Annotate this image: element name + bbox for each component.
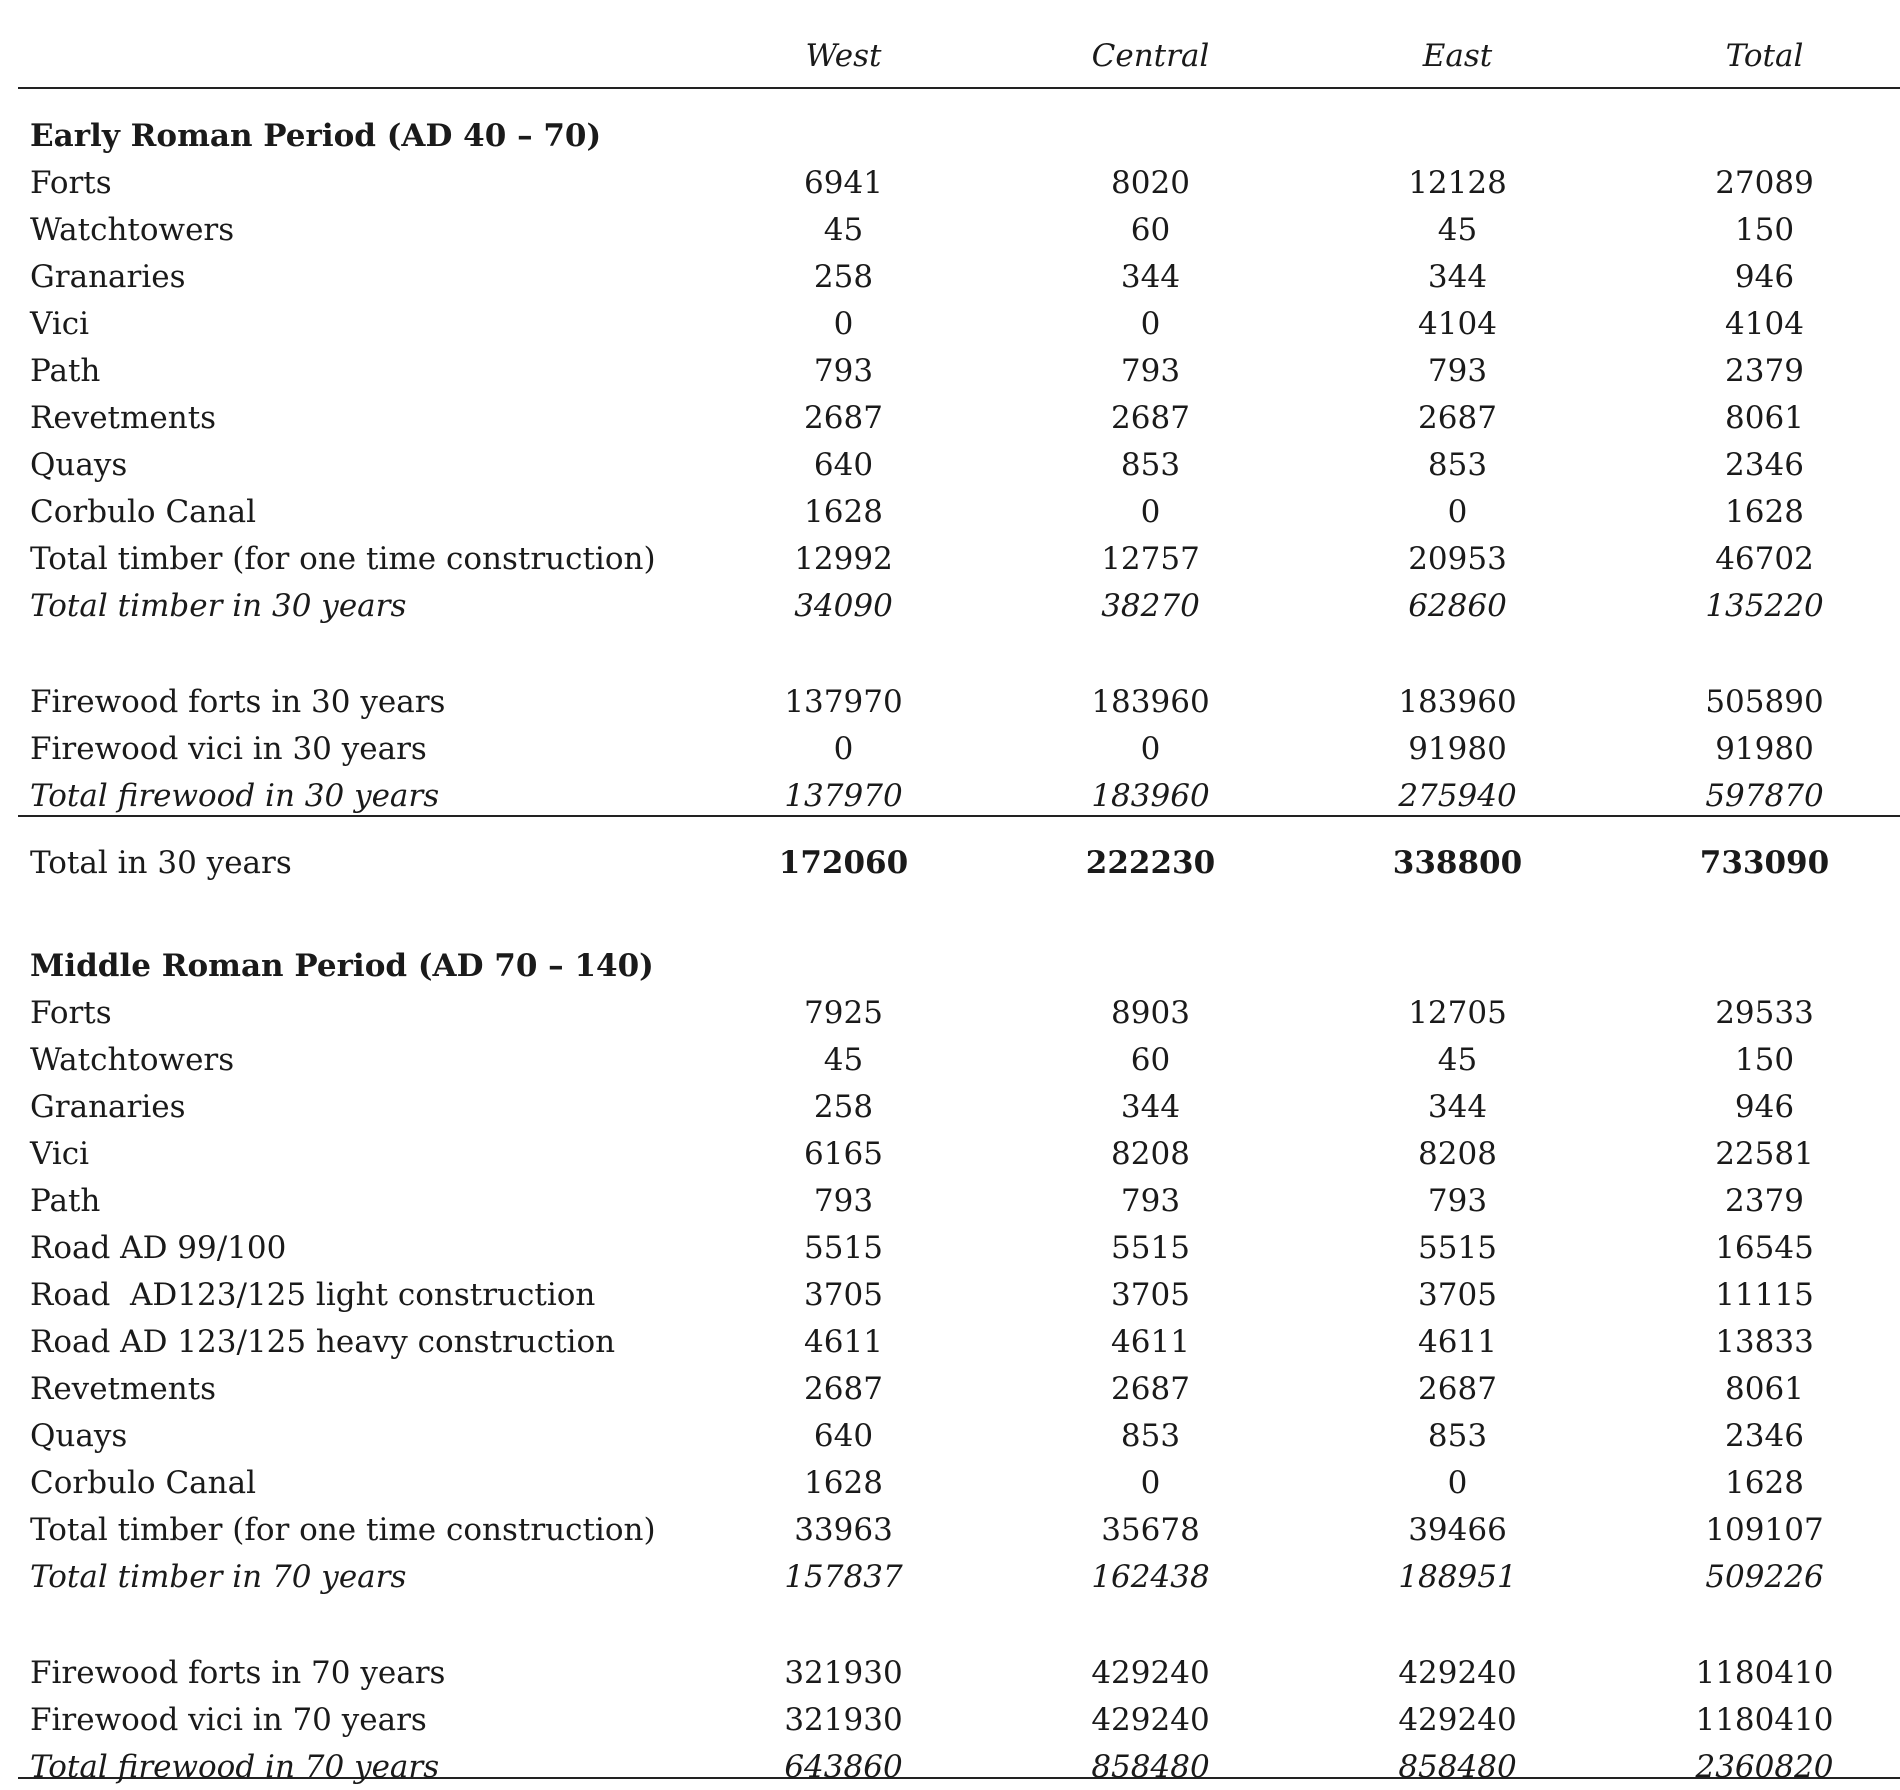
- cell-west: 12992: [794, 540, 893, 577]
- cell-west: 0: [833, 305, 854, 342]
- spacer-row: [18, 629, 1900, 678]
- cell-east: 4104: [1418, 305, 1497, 342]
- cell-west: 321930: [784, 1654, 903, 1691]
- table-row: [18, 394, 1900, 441]
- row-label: Corbulo Canal: [30, 493, 257, 530]
- row-label: Total in 30 years: [30, 845, 292, 881]
- table-row: [18, 989, 1900, 1036]
- cell-east: 344: [1427, 1088, 1488, 1125]
- cell-east: 793: [1427, 352, 1488, 389]
- cell-east: 0: [1447, 493, 1468, 530]
- cell-west: 643860: [784, 1748, 903, 1785]
- cell-central: 38270: [1101, 587, 1200, 624]
- table-row: [18, 488, 1900, 535]
- cell-west: 137970: [784, 777, 903, 814]
- column-header-west: West: [805, 38, 882, 74]
- row-label: Total timber in 30 years: [30, 587, 407, 624]
- cell-central: 0: [1140, 1464, 1161, 1501]
- table-row: [18, 159, 1900, 206]
- table-row: [18, 1506, 1900, 1553]
- cell-total: 2346: [1725, 1417, 1804, 1454]
- spacer-row: [18, 819, 1900, 833]
- row-label: Firewood vici in 70 years: [30, 1701, 427, 1738]
- cell-total: 733090: [1699, 845, 1830, 881]
- cell-west: 33963: [794, 1511, 893, 1548]
- cell-total: 509226: [1705, 1558, 1824, 1595]
- cell-west: 793: [813, 1182, 874, 1219]
- row-label: Road AD 123/125 heavy construction: [30, 1323, 616, 1360]
- cell-west: 137970: [784, 683, 903, 720]
- cell-west: 258: [813, 1088, 874, 1125]
- section-heading-early: [18, 112, 1900, 159]
- cell-east: 91980: [1408, 730, 1507, 767]
- row-label: Firewood forts in 30 years: [30, 683, 446, 720]
- cell-central: 8903: [1111, 994, 1190, 1031]
- table-row: [18, 535, 1900, 582]
- column-header-central: Central: [1091, 38, 1210, 74]
- table-row: [18, 1036, 1900, 1083]
- cell-west: 4611: [804, 1323, 883, 1360]
- cell-total: 46702: [1715, 540, 1814, 577]
- table-row: [18, 1271, 1900, 1318]
- table-row: [18, 1318, 1900, 1365]
- cell-total: 1628: [1725, 493, 1804, 530]
- cell-east: 853: [1427, 1417, 1488, 1454]
- cell-west: 0: [833, 730, 854, 767]
- cell-east: 188951: [1398, 1558, 1517, 1595]
- cell-total: 2379: [1725, 352, 1804, 389]
- table-row: [18, 347, 1900, 394]
- cell-west: 2687: [804, 1370, 883, 1407]
- cell-east: 45: [1437, 1041, 1478, 1078]
- cell-west: 157837: [784, 1558, 903, 1595]
- cell-west: 1628: [804, 1464, 883, 1501]
- cell-total: 91980: [1715, 730, 1814, 767]
- row-label: Total timber (for one time construction): [30, 1511, 656, 1548]
- cell-total: 22581: [1715, 1135, 1814, 1172]
- cell-total: 1180410: [1695, 1701, 1834, 1738]
- cell-total: 11115: [1715, 1276, 1814, 1313]
- table-row: [18, 253, 1900, 300]
- cell-central: 853: [1120, 446, 1181, 483]
- row-label: Total firewood in 30 years: [30, 777, 440, 814]
- cell-total: 8061: [1725, 1370, 1804, 1407]
- cell-east: 858480: [1398, 1748, 1517, 1785]
- cell-central: 183960: [1091, 683, 1210, 720]
- cell-total: 4104: [1725, 305, 1804, 342]
- cell-central: 60: [1130, 211, 1171, 248]
- cell-east: 793: [1427, 1182, 1488, 1219]
- table-row: [18, 678, 1900, 725]
- cell-total: 27089: [1715, 164, 1814, 201]
- section-title: Early Roman Period (AD 40 – 70): [30, 117, 602, 154]
- cell-east: 8208: [1418, 1135, 1497, 1172]
- cell-central: 8020: [1111, 164, 1190, 201]
- table-row: [18, 772, 1900, 819]
- row-label: Path: [30, 1182, 101, 1219]
- column-header-east: East: [1422, 38, 1493, 74]
- cell-east: 5515: [1418, 1229, 1497, 1266]
- cell-central: 12757: [1101, 540, 1200, 577]
- cell-west: 1628: [804, 493, 883, 530]
- cell-west: 321930: [784, 1701, 903, 1738]
- table-row: [18, 1083, 1900, 1130]
- cell-central: 5515: [1111, 1229, 1190, 1266]
- row-label: Road AD 99/100: [30, 1229, 287, 1266]
- row-label: Revetments: [30, 1370, 217, 1407]
- row-label: Granaries: [30, 1088, 186, 1125]
- cell-total: 2379: [1725, 1182, 1804, 1219]
- cell-central: 60: [1130, 1041, 1171, 1078]
- cell-east: 20953: [1408, 540, 1507, 577]
- cell-total: 16545: [1715, 1229, 1814, 1266]
- table-row: [18, 1177, 1900, 1224]
- cell-central: 4611: [1111, 1323, 1190, 1360]
- cell-east: 3705: [1418, 1276, 1497, 1313]
- header-row: [18, 0, 1900, 112]
- row-label: Watchtowers: [30, 211, 235, 248]
- row-label: Revetments: [30, 399, 217, 436]
- row-label: Total firewood in 70 years: [30, 1748, 440, 1785]
- cell-east: 2687: [1418, 1370, 1497, 1407]
- cell-west: 640: [813, 1417, 874, 1454]
- row-label: Quays: [30, 1417, 128, 1454]
- cell-central: 853: [1120, 1417, 1181, 1454]
- cell-total: 1628: [1725, 1464, 1804, 1501]
- cell-east: 853: [1427, 446, 1488, 483]
- cell-central: 2687: [1111, 399, 1190, 436]
- table-row: [18, 1553, 1900, 1600]
- cell-total: 946: [1734, 258, 1795, 295]
- cell-west: 45: [823, 1041, 864, 1078]
- cell-west: 3705: [804, 1276, 883, 1313]
- table-row: [18, 1696, 1900, 1743]
- cell-central: 793: [1120, 1182, 1181, 1219]
- row-label: Vici: [30, 305, 90, 342]
- cell-total: 109107: [1705, 1511, 1824, 1548]
- cell-central: 2687: [1111, 1370, 1190, 1407]
- table-row: [18, 582, 1900, 629]
- cell-east: 2687: [1418, 399, 1497, 436]
- cell-total: 597870: [1705, 777, 1824, 814]
- cell-total: 135220: [1705, 587, 1824, 624]
- row-label: Forts: [30, 994, 112, 1031]
- cell-west: 45: [823, 211, 864, 248]
- row-label: Total timber (for one time construction): [30, 540, 656, 577]
- cell-central: 0: [1140, 305, 1161, 342]
- cell-central: 183960: [1091, 777, 1210, 814]
- table-row: [18, 1412, 1900, 1459]
- cell-east: 12705: [1408, 994, 1507, 1031]
- row-label: Granaries: [30, 258, 186, 295]
- cell-total: 150: [1734, 1041, 1795, 1078]
- cell-west: 6165: [804, 1135, 883, 1172]
- table-row: [18, 1649, 1900, 1696]
- cell-total: 1180410: [1695, 1654, 1834, 1691]
- table-row: [18, 441, 1900, 488]
- spacer-row: [18, 893, 1900, 942]
- cell-central: 429240: [1091, 1701, 1210, 1738]
- cell-central: 344: [1120, 1088, 1181, 1125]
- table-row: [18, 1459, 1900, 1506]
- cell-west: 34090: [794, 587, 893, 624]
- row-label: Path: [30, 352, 101, 389]
- cell-east: 275940: [1398, 777, 1517, 814]
- cell-central: 0: [1140, 730, 1161, 767]
- cell-central: 35678: [1101, 1511, 1200, 1548]
- row-label: Vici: [30, 1135, 90, 1172]
- cell-east: 183960: [1398, 683, 1517, 720]
- cell-east: 429240: [1398, 1654, 1517, 1691]
- row-label: Corbulo Canal: [30, 1464, 257, 1501]
- cell-east: 39466: [1408, 1511, 1507, 1548]
- row-label: Firewood vici in 30 years: [30, 730, 427, 767]
- cell-total: 29533: [1715, 994, 1814, 1031]
- cell-east: 0: [1447, 1464, 1468, 1501]
- cell-central: 429240: [1091, 1654, 1210, 1691]
- cell-total: 2360820: [1695, 1748, 1834, 1785]
- cell-total: 2346: [1725, 446, 1804, 483]
- section-heading-middle: [18, 942, 1900, 989]
- cell-east: 62860: [1408, 587, 1507, 624]
- table-row: [18, 1224, 1900, 1271]
- cell-total: 150: [1734, 211, 1795, 248]
- cell-west: 2687: [804, 399, 883, 436]
- spacer-row: [18, 1600, 1900, 1649]
- table-row: [18, 206, 1900, 253]
- cell-total: 946: [1734, 1088, 1795, 1125]
- cell-east: 12128: [1408, 164, 1507, 201]
- table-row: [18, 300, 1900, 347]
- row-label: Forts: [30, 164, 112, 201]
- cell-total: 8061: [1725, 399, 1804, 436]
- header-blank: [18, 0, 690, 112]
- cell-total: 505890: [1705, 683, 1824, 720]
- cell-west: 7925: [804, 994, 883, 1031]
- cell-west: 5515: [804, 1229, 883, 1266]
- cell-central: 222230: [1085, 845, 1216, 881]
- cell-central: 0: [1140, 493, 1161, 530]
- cell-west: 640: [813, 446, 874, 483]
- column-header-total: Total: [1725, 38, 1804, 74]
- cell-east: 429240: [1398, 1701, 1517, 1738]
- table-row: [18, 1365, 1900, 1412]
- cell-central: 3705: [1111, 1276, 1190, 1313]
- cell-west: 172060: [778, 845, 909, 881]
- cell-west: 6941: [804, 164, 883, 201]
- cell-total: 13833: [1715, 1323, 1814, 1360]
- cell-central: 344: [1120, 258, 1181, 295]
- row-label: Total timber in 70 years: [30, 1558, 407, 1595]
- cell-east: 45: [1437, 211, 1478, 248]
- row-label: Watchtowers: [30, 1041, 235, 1078]
- cell-east: 344: [1427, 258, 1488, 295]
- cell-west: 258: [813, 258, 874, 295]
- row-label: Quays: [30, 446, 128, 483]
- table-row: [18, 1130, 1900, 1177]
- row-label: Firewood forts in 70 years: [30, 1654, 446, 1691]
- cell-central: 8208: [1111, 1135, 1190, 1172]
- timber-table: [18, 0, 1900, 1790]
- table-row-grand-total: [18, 833, 1900, 893]
- cell-central: 858480: [1091, 1748, 1210, 1785]
- cell-central: 162438: [1091, 1558, 1210, 1595]
- cell-east: 4611: [1418, 1323, 1497, 1360]
- cell-central: 793: [1120, 352, 1181, 389]
- cell-west: 793: [813, 352, 874, 389]
- cell-east: 338800: [1392, 845, 1523, 881]
- row-label: Road AD123/125 light construction: [30, 1276, 596, 1313]
- table-row: [18, 1743, 1900, 1790]
- table-row: [18, 725, 1900, 772]
- section-title: Middle Roman Period (AD 70 – 140): [30, 947, 654, 984]
